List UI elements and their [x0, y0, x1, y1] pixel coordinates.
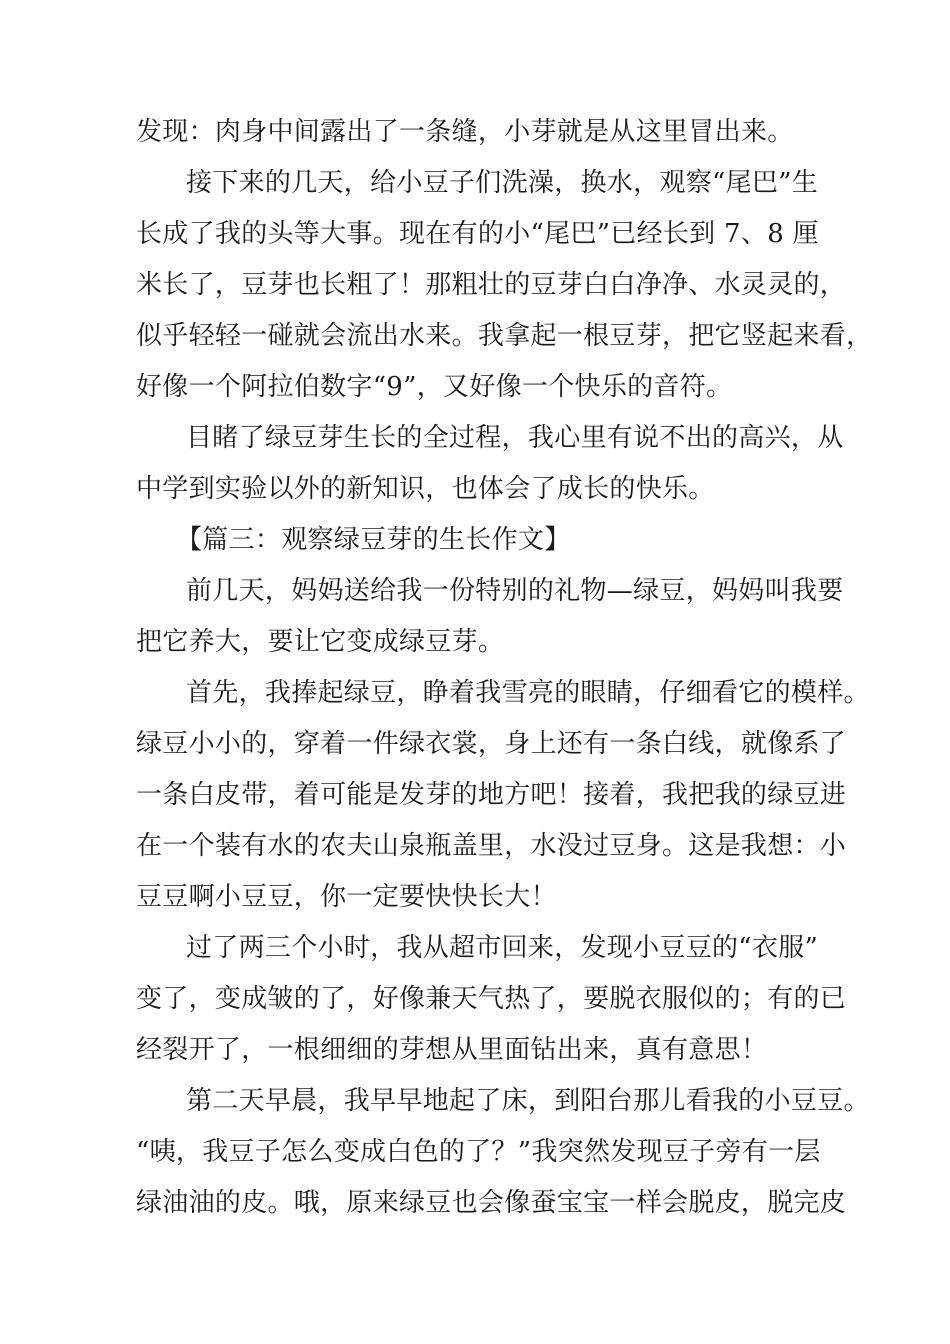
text-line: 绿豆小小的，穿着一件绿衣裳，身上还有一条白线，就像系了: [136, 729, 847, 759]
text-line: 变了，变成皱的了，好像兼天气热了，要脱衣服似的；有的已: [136, 984, 847, 1014]
text-line: 米长了，豆芽也长粗了！那粗壮的豆芽白白净净、水灵灵的，: [136, 270, 847, 300]
paragraph-start-line: 第二天早晨，我早早地起了床，到阳台那儿看我的小豆豆。: [186, 1086, 870, 1116]
paragraph-start-line: 目睹了绿豆芽生长的全过程，我心里有说不出的高兴，从: [186, 423, 844, 453]
text-line: 把它养大，要让它变成绿豆芽。: [136, 627, 505, 657]
text-line: 发现：肉身中间露出了一条缝，小芽就是从这里冒出来。: [136, 117, 794, 147]
text-line: 好像一个阿拉伯数字“9”，又好像一个快乐的音符。: [136, 372, 733, 402]
text-line: 经裂开了，一根细细的芽想从里面钻出来，真有意思！: [136, 1035, 768, 1065]
paragraph-start-line: 过了两三个小时，我从超市回来，发现小豆豆的“衣服”: [186, 933, 819, 963]
text-line: 绿油油的皮。哦，原来绿豆也会像蚕宝宝一样会脱皮，脱完皮: [136, 1188, 847, 1218]
paragraph-start-line: 接下来的几天，给小豆子们洗澡，换水，观察“尾巴”生: [186, 168, 819, 198]
text-line: 似乎轻轻一碰就会流出水来。我拿起一根豆芽，把它竖起来看，: [136, 321, 873, 351]
paragraph-start-line: 首先，我捧起绿豆，睁着我雪亮的眼睛，仔细看它的模样。: [186, 678, 870, 708]
paragraph-start-line: 前几天，妈妈送给我一份特别的礼物—绿豆，妈妈叫我要: [186, 576, 844, 606]
text-line: 中学到实验以外的新知识，也体会了成长的快乐。: [136, 474, 715, 504]
text-line: 一条白皮带，着可能是发芽的地方吧！接着，我把我的绿豆进: [136, 780, 847, 810]
text-line: 豆豆啊小豆豆，你一定要快快长大！: [136, 882, 557, 912]
section-heading: 【篇三：观察绿豆芽的生长作文】: [176, 525, 571, 555]
text-line: “咦，我豆子怎么变成白色的了？”我突然发现豆子旁有一层: [136, 1137, 821, 1167]
text-line: 长成了我的头等大事。现在有的小“尾巴”已经长到 7、8 厘: [136, 219, 819, 249]
text-line: 在一个装有水的农夫山泉瓶盖里，水没过豆身。这是我想：小: [136, 831, 847, 861]
